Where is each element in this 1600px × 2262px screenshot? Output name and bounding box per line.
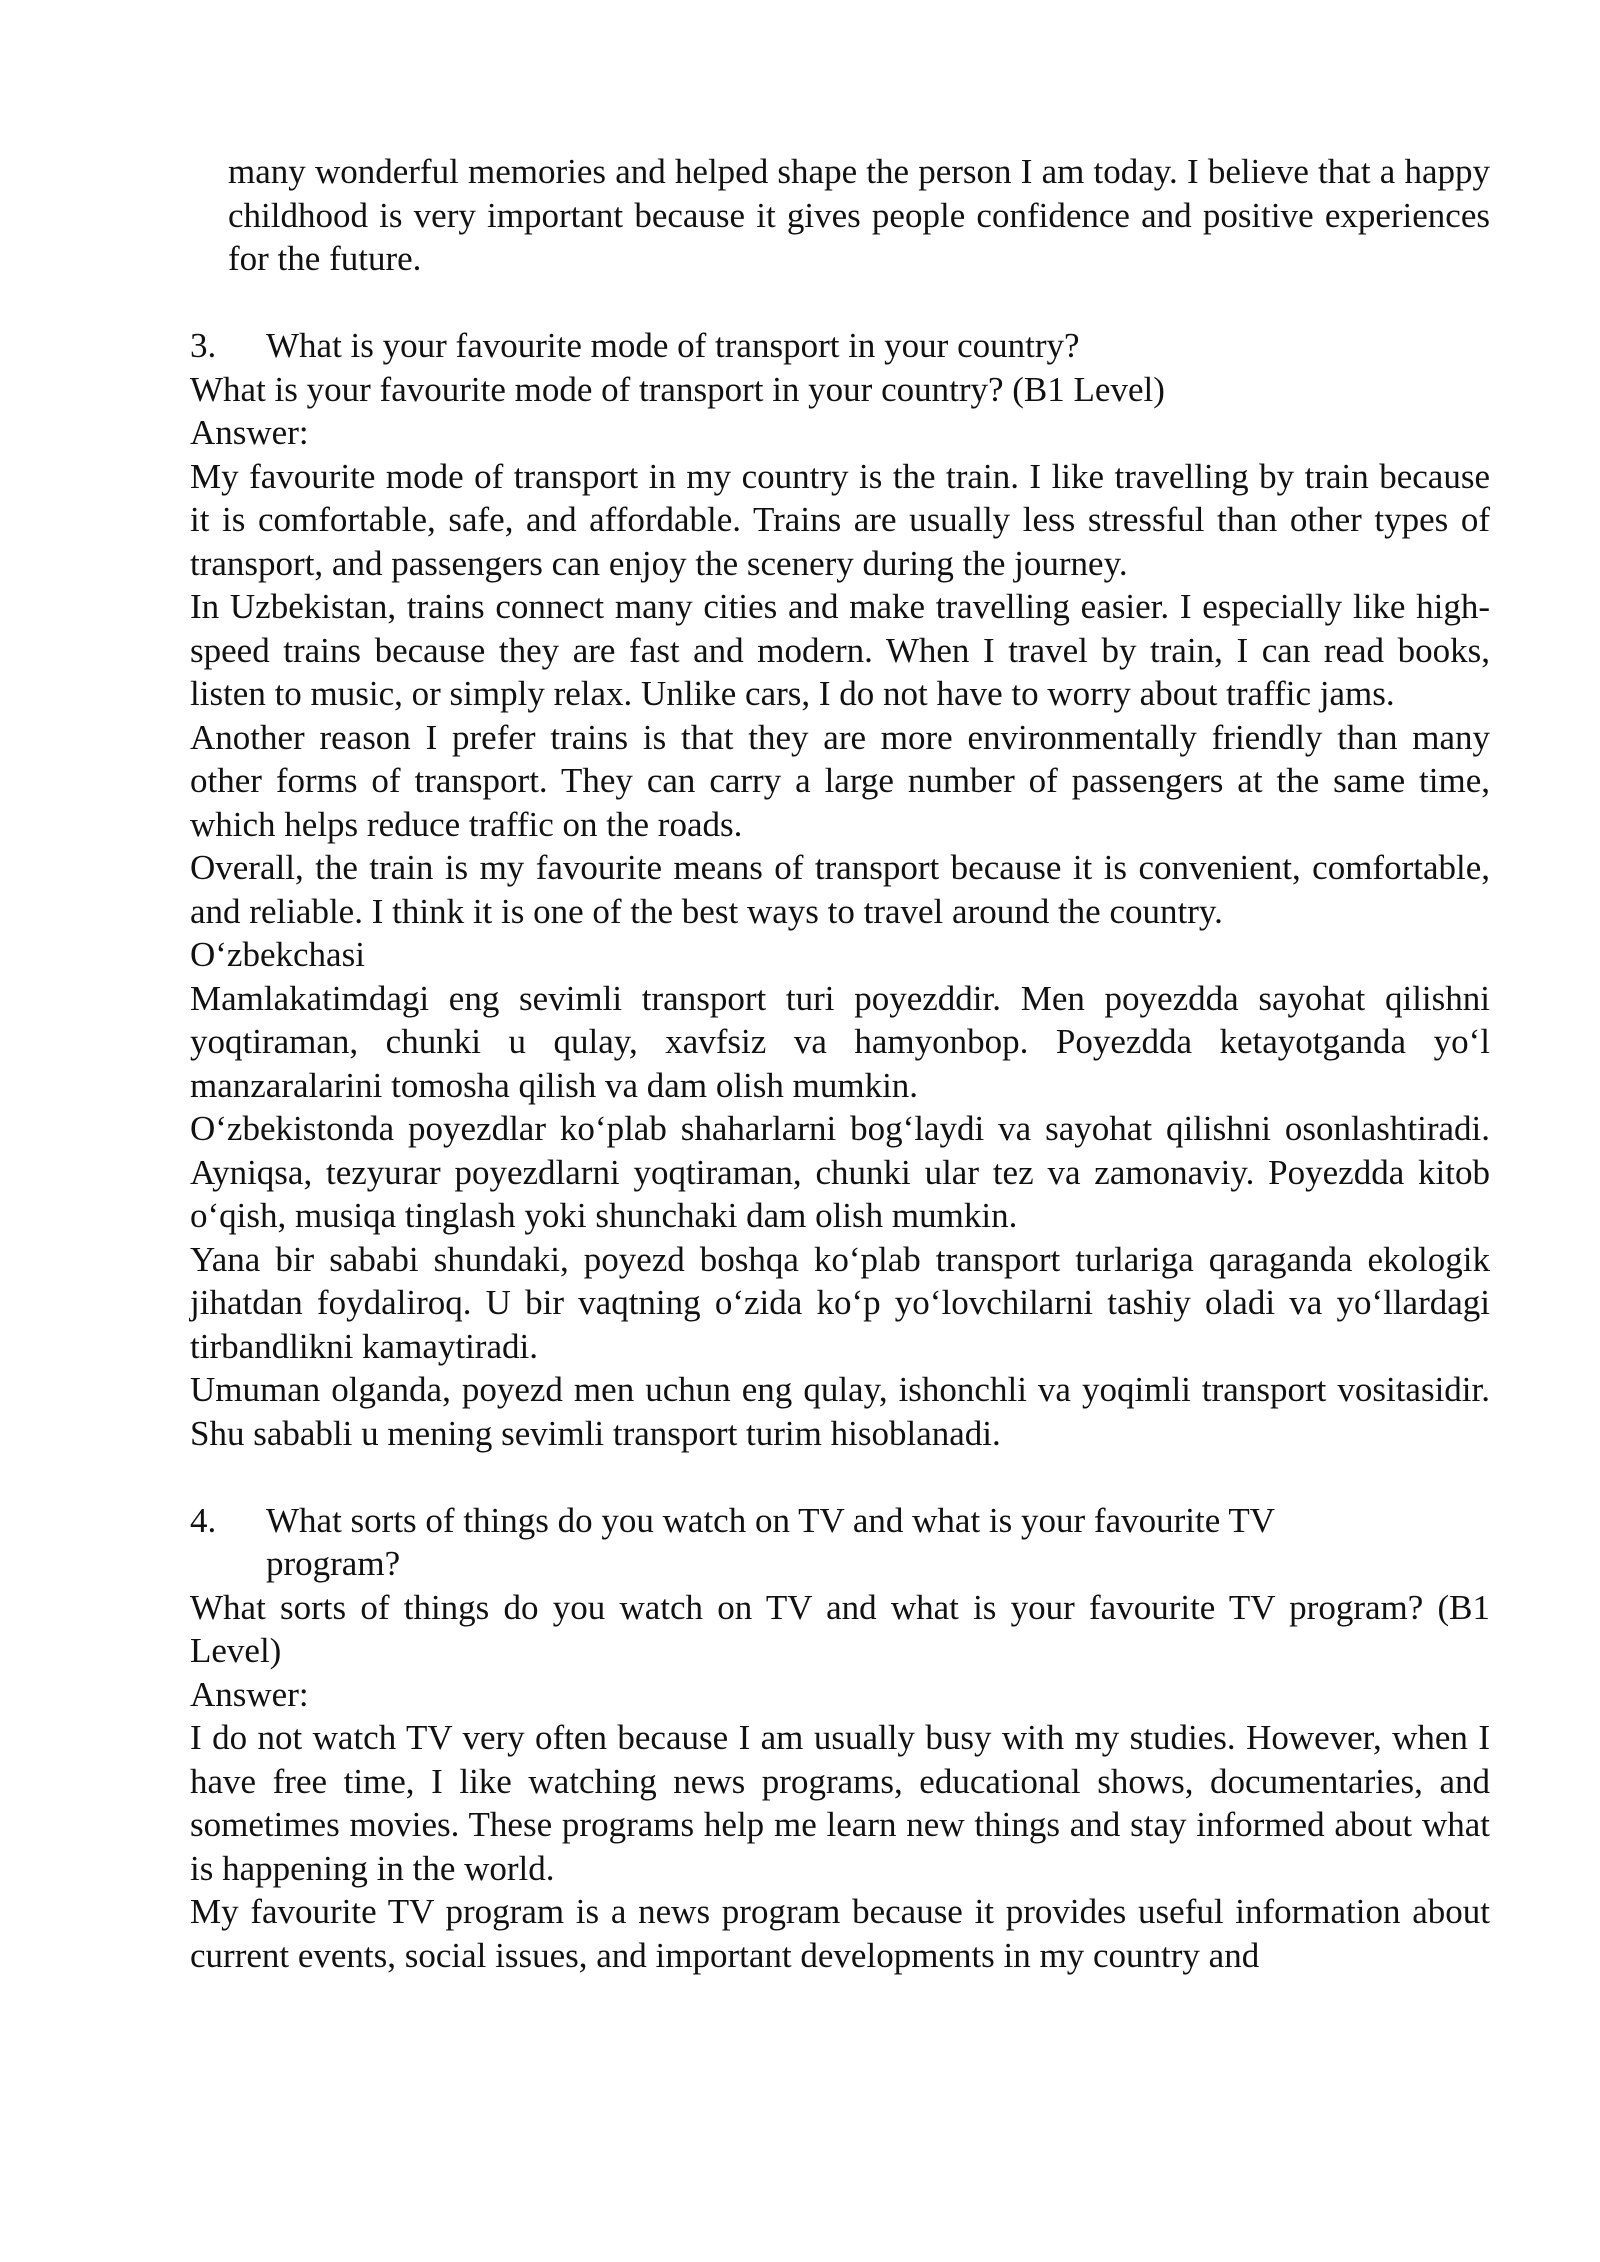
question-3-answer-paragraph: In Uzbekistan, trains connect many cities and make travelling easier. I especially like high-speed trains because they are fast and modern. When I travel by train, I can read books, listen to music, or simply relax. Unlike cars, I do not have to worry about traffic jams. — [190, 587, 1490, 713]
question-3-answer-paragraph: Overall, the train is my favourite means of transport because it is convenient, comfortable, and reliable. I think it is one of the best ways to travel around the country. — [190, 848, 1490, 931]
question-4-number: 4. — [190, 1500, 217, 1540]
question-3-answer-paragraph: Another reason I prefer trains is that they are more environmentally friendly than many other forms of transport. They can carry a large number of passengers at the same time, which helps reduce traffic on the roads. — [190, 717, 1490, 844]
question-4-answer-paragraph: I do not watch TV very often because I am usually busy with my studies. However, when I have free time, I like watching news programs, educational shows, documentaries, and sometimes movies. These programs help me learn new things and stay informed about what is happening in the world. — [190, 1718, 1490, 1888]
question-3-uzbek-paragraph: Yana bir sababi shundaki, poyezd boshqa ko‘plab transport turlariga qaraganda ekologik jihatdan foydaliroq. U bir vaqtning o‘zida ko‘p yo‘lovchilarni tashiy oladi va yo‘llardagi tirbandlikni kamaytiradi. — [190, 1239, 1490, 1366]
question-4-answer-label: Answer: — [190, 1674, 309, 1714]
question-4-heading — [190, 1499, 1490, 1586]
question-3-uzbek-label: O‘zbekchasi — [190, 935, 365, 974]
question-4-text: What sorts of things do you watch on TV and what is your favourite TV program? — [266, 1500, 1275, 1583]
question-3-level: What is your favourite mode of transport in your country? (B1 Level) — [190, 369, 1165, 409]
question-3-uzbek-paragraph: Mamlakatimdagi eng sevimli transport turi poyezddir. Men poyezdda sayohat qilishni yoqtiraman, chunki u qulay, xavfsiz va hamyonbop. Poyezdda ketayotganda yo‘l manzaralarini tomosha qilish va dam olish mumkin. — [190, 978, 1490, 1105]
question-3-text: What is your favourite mode of transport in your country? — [266, 326, 1080, 365]
spacer — [190, 281, 1490, 325]
question-3-uzbek-paragraph: O‘zbekistonda poyezdlar ko‘plab shaharlarni bog‘laydi va sayohat qilishni osonlashtiradi. Ayniqsa, tezyurar poyezdlarni yoqtiraman, chunki ular tez va zamonaviy. Poyezdda kitob o‘qish, musiqa tinglash yoki shunchaki dam olish mumkin. — [190, 1109, 1490, 1235]
question-3-uzbek-paragraph: Umuman olganda, poyezd men uchun eng qulay, ishonchli va yoqimli transport vositasidir. Shu sababli u mening sevimli transport turim hisoblanadi. — [190, 1370, 1490, 1453]
question-4-level: What sorts of things do you watch on TV and what is your favourite TV program? (B1 Level) — [190, 1587, 1490, 1670]
question-3-answer-paragraph: My favourite mode of transport in my country is the train. I like travelling by train because it is comfortable, safe, and affordable. Trains are usually less stressful than other types of transport, and passengers can enjoy the scenery during the journey. — [190, 456, 1490, 583]
question-3-heading — [190, 324, 1490, 368]
question-4-answer-paragraph: My favourite TV program is a news program because it provides useful information about current events, social issues, and important developments in my country and — [190, 1892, 1490, 1975]
spacer — [190, 1455, 1490, 1499]
document-page — [190, 150, 1490, 1977]
question-3-number: 3. — [190, 326, 217, 365]
intro-continuation-paragraph: many wonderful memories and helped shape the person I am today. I believe that a happy childhood is very important because it gives people confidence and positive experiences for the future. — [228, 152, 1490, 278]
question-3-answer-label: Answer: — [190, 413, 309, 452]
